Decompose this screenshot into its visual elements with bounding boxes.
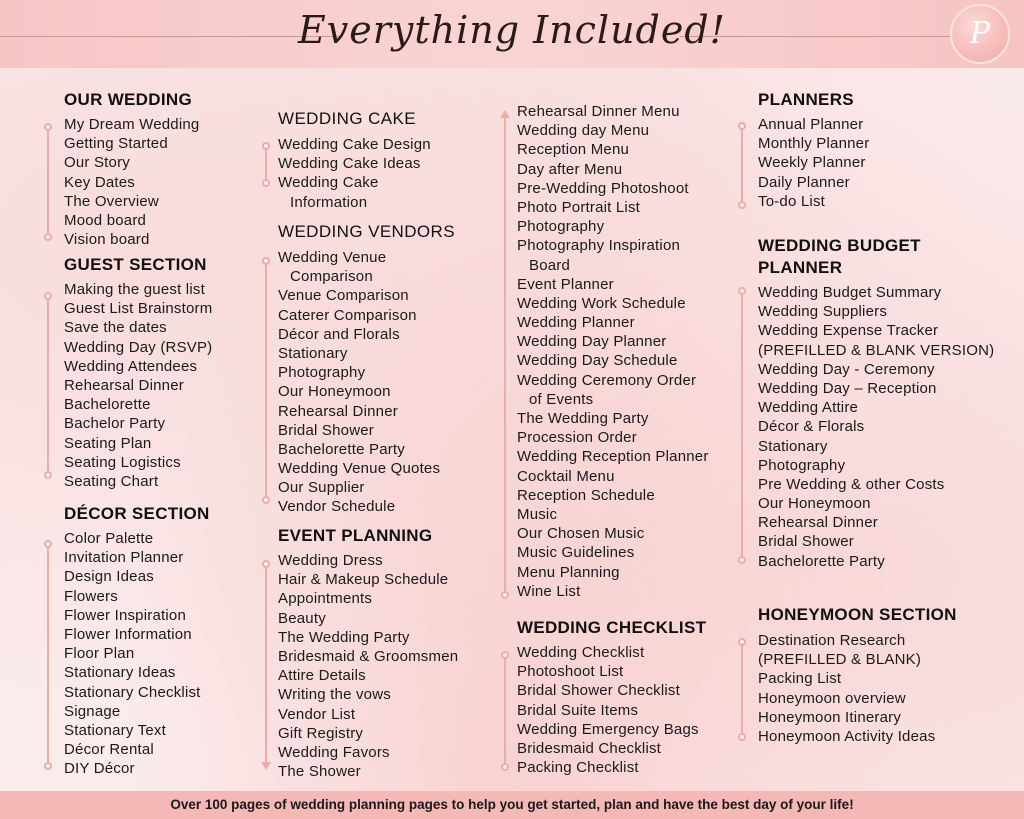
section-items [758,631,935,746]
list-item: Wedding Day - Ceremony [758,360,935,378]
list-item: Bridesmaid Checklist [517,739,662,757]
list-item: Color Palette [64,530,154,547]
list-item: Seating Chart [64,472,159,490]
list-item: Flower Information [64,625,192,643]
list-item: Event Planner [517,275,614,293]
list-item: Rehearsal Dinner Menu [517,103,680,120]
section-items [758,115,869,211]
section-items [278,248,440,517]
list-item: Photography [278,364,366,382]
timeline-rail [504,653,506,768]
timeline-dot [501,651,509,659]
list-item: Music [517,505,558,523]
section-title: WEDDING BUDGET [758,236,921,255]
list-item: Guest List Brainstorm [64,300,213,318]
timeline-dot [44,762,52,770]
list-item: Our Chosen Music [517,525,645,543]
list-item: Vision board [64,231,150,249]
list-item: Hair & Makeup Schedule [278,571,449,589]
list-item: Wedding Cake Design [278,136,431,153]
list-item: Wedding Day – Reception [758,379,937,397]
list-item: Wedding Day Schedule [517,352,678,370]
section-title: OUR WEDDING [64,90,192,109]
list-item: Key Dates [64,173,135,191]
timeline-dot [262,179,270,187]
timeline-dot [44,471,52,479]
timeline-rail [741,641,743,736]
timeline-dot [738,733,746,741]
timeline-dot [262,142,270,150]
section-title: EVENT PLANNING [278,526,433,545]
timeline-dot [44,540,52,548]
list-item: Décor and Florals [278,325,400,343]
section-title: WEDDING CAKE [278,109,416,128]
timeline-rail [265,145,267,183]
timeline-dot [44,292,52,300]
timeline-dot [44,123,52,131]
list-item: Annual Planner [758,116,864,133]
list-item: Bridal Shower Checklist [517,682,680,700]
list-item: Save the dates [64,319,167,337]
list-item: Gift Registry [278,724,364,742]
list-item: Writing the vows [278,686,391,704]
list-item: Stationary [758,437,828,455]
list-item: Stationary Text [64,721,166,739]
list-item: Monthly Planner [758,135,870,153]
list-item: Bachelorette [64,396,151,414]
list-item: Honeymoon Activity Ideas [758,727,936,745]
list-item: of Events [529,390,594,408]
list-item: The Shower [278,763,361,781]
list-item: Bridal Shower [758,533,854,551]
list-item: The Overview [64,192,159,210]
list-item: Wedding Cake Ideas [278,155,421,173]
timeline-dot [738,638,746,646]
list-item: Wedding Ceremony Order [517,371,697,389]
section-items [64,529,201,778]
list-item: Rehearsal Dinner [64,376,184,394]
list-item: Wedding Expense Tracker [758,322,939,340]
list-item: Pre-Wedding Photoshoot [517,179,689,197]
list-item: Venue Comparison [278,287,409,305]
list-item: Pre Wedding & other Costs [758,475,945,493]
list-item: Our Supplier [278,479,365,497]
timeline-rail [47,294,49,476]
list-item: Honeymoon Itinerary [758,708,902,726]
list-item: Information [290,193,368,211]
timeline-dot [262,560,270,568]
list-item: Wedding Dress [278,552,383,569]
footer-banner: Over 100 pages of wedding planning pages to help you get started, plan and have the best day of your life! [0,791,1024,819]
list-item: Wedding Reception Planner [517,448,709,466]
list-item: Stationary Ideas [64,664,176,682]
list-item: The Wedding Party [278,628,410,646]
list-item: Wedding Attendees [64,357,198,375]
list-item: Photoshoot List [517,663,624,681]
list-item: The Wedding Party [517,410,649,427]
timeline-rail [47,125,49,237]
list-item: Wedding Cake [278,174,379,192]
list-item: Our Story [64,154,130,172]
list-item: Stationary [278,344,348,362]
list-item: Invitation Planner [64,549,184,567]
list-item: Photography [758,456,846,474]
list-item: Day after Menu [517,160,623,178]
list-item: Honeymoon overview [758,689,906,707]
list-item: Appointments [278,590,373,608]
list-item: Vendor Schedule [278,498,396,516]
list-item: Attire Details [278,667,366,685]
timeline-dot [262,257,270,265]
timeline-dot [262,496,270,504]
list-item: (PREFILLED & BLANK) [758,651,922,669]
list-item: DIY Décor [64,760,135,778]
list-item: Wedding Suppliers [758,303,888,321]
list-item: To-do List [758,192,826,210]
list-item: Packing List [758,670,842,688]
list-item: Wedding Venue [278,249,387,266]
section-title: HONEYMOON SECTION [758,605,957,624]
section-title: WEDDING VENDORS [278,222,455,241]
section-items [278,551,458,781]
list-item: Stationary Checklist [64,683,201,701]
list-item: Flower Inspiration [64,606,186,624]
list-item: Wedding Favors [278,743,390,761]
section-items [517,102,709,601]
list-item: Cocktail Menu [517,467,615,485]
list-item: Beauty [278,609,326,627]
list-item: Bridesmaid & Groomsmen [278,647,459,665]
section-title-line-2: PLANNER [758,258,843,277]
list-item: Photo Portrait List [517,198,641,216]
list-item: Comparison [290,268,373,286]
list-item: Bridal Suite Items [517,701,639,719]
timeline-dot [738,122,746,130]
list-item: Making the guest list [64,281,205,298]
list-item: Music Guidelines [517,544,635,562]
list-item: Photography [517,218,605,236]
list-item: Flowers [64,587,118,605]
list-item: Wedding Planner [517,314,635,332]
timeline-rail [265,562,267,762]
list-item: Wedding Venue Quotes [278,460,441,478]
page-title: Everything Included! [298,8,726,52]
timeline-dot [738,201,746,209]
timeline-rail [741,290,743,560]
list-item: Wedding Checklist [517,644,645,661]
timeline-dot [501,763,509,771]
list-item: Board [529,256,571,274]
list-item: Wine List [517,582,581,600]
list-item: Daily Planner [758,173,850,191]
list-item: Destination Research [758,632,906,649]
list-item: Reception Menu [517,141,630,159]
list-item: Photography Inspiration [517,237,681,255]
section-title: GUEST SECTION [64,255,207,274]
list-item: Weekly Planner [758,154,866,172]
list-item: Wedding Day Planner [517,333,667,351]
list-item: Décor & Florals [758,418,865,436]
list-item: Rehearsal Dinner [278,402,398,420]
list-item: Wedding day Menu [517,122,650,140]
timeline-dot [501,591,509,599]
list-item: Bachelorette Party [278,440,405,458]
section-items [64,115,199,249]
list-item: Floor Plan [64,645,135,663]
timeline-rail [504,117,506,597]
list-item: Wedding Attire [758,399,859,417]
list-item: Our Honeymoon [758,495,871,513]
header-banner [0,0,1024,68]
section-items [278,135,431,212]
timeline-rail [265,260,267,500]
timeline-rail [47,542,49,767]
list-item: My Dream Wedding [64,116,200,133]
list-item: Getting Started [64,135,168,153]
brand-logo: P [950,4,1010,64]
list-item: Bachelor Party [64,415,166,433]
list-item: Seating Logistics [64,453,181,471]
list-item: Wedding Work Schedule [517,294,686,312]
list-item: Caterer Comparison [278,306,417,324]
list-item: (PREFILLED & BLANK VERSION) [758,341,995,359]
section-items [517,643,699,777]
list-item: Reception Schedule [517,486,655,504]
section-items [758,283,994,571]
timeline-dot [738,556,746,564]
section-title: PLANNERS [758,90,854,109]
list-item: Our Honeymoon [278,383,391,401]
timeline-dot [738,287,746,295]
list-item: Procession Order [517,429,637,447]
list-item: Mood board [64,211,147,229]
list-item: Seating Plan [64,434,152,452]
arrow-down-icon [261,762,271,770]
list-item: Wedding Day (RSVP) [64,338,213,356]
list-item: Vendor List [278,705,356,723]
list-item: Menu Planning [517,563,620,581]
timeline-dot [44,233,52,241]
list-item: Bachelorette Party [758,552,885,570]
list-item: Wedding Budget Summary [758,284,942,301]
list-item: Wedding Emergency Bags [517,720,699,738]
section-title: DÉCOR SECTION [64,504,210,523]
list-item: Packing Checklist [517,759,639,777]
list-item: Design Ideas [64,568,154,586]
section-items [64,280,212,491]
list-item: Bridal Shower [278,421,374,439]
list-item: Décor Rental [64,741,154,759]
timeline-rail [741,125,743,205]
list-item: Signage [64,702,121,720]
section-title: WEDDING CHECKLIST [517,618,707,637]
list-item: Rehearsal Dinner [758,514,878,532]
